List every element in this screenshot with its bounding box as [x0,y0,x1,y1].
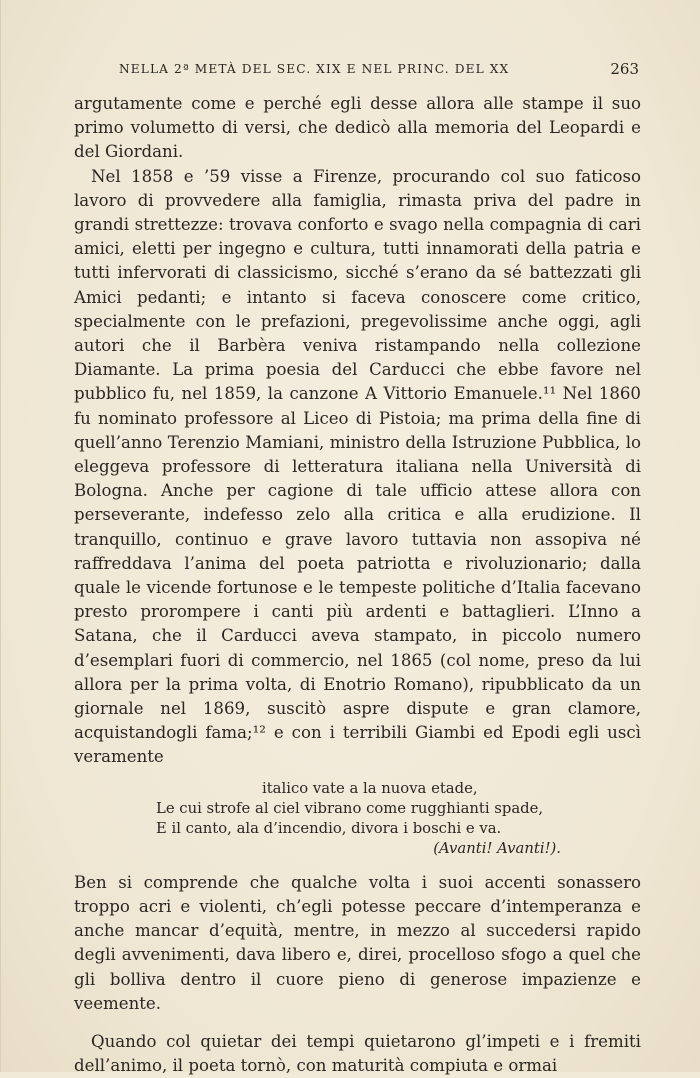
verse-quotation [74,779,641,859]
paragraph-intemperance: Ben si comprende che qualche volta i suoi accenti sonassero troppo acri e violenti, ch’egli potesse peccare d’intemperanza e anche mancar d’equità, mentre, in mezzo al succedersi rapido degli avvenimenti, dava libero e, direi, procelloso sfogo a quel che gli bolliva dentro il cuore pieno di generose impazienze e veemente. [74,872,641,1013]
paragraph-continuation: argutamente come e perché egli desse allora alle stampe il suo primo volumetto di versi, che dedicò alla memoria del Leopardi e del Giordani. [74,94,641,162]
verse-line-1: italico vate a la nuova etade, [262,779,478,797]
verse-line-3: E il canto, ala d’incendio, divora i boschi e va. [156,819,502,837]
running-header [119,62,639,82]
page-number: 263 [610,60,639,78]
paragraph-maturity: Quando col quietar dei tempi quietarono gl’impeti e i fremiti dell’animo, il poeta tornò, con maturità compiuta e ormai [74,1031,641,1076]
paragraph-florence: Nel 1858 e ’59 visse a Firenze, procurando col suo faticoso lavoro di provvedere alla famiglia, rimasta priva del padre in grandi strettezze: trovava conforto e svago nella compagnia di cari amici, eletti per ingegno e cultura, tutti innamorati della patria e tutti infervorati di classicismo, sicché s’erano da sé battezzati gli Amici pedanti; e intanto si faceva conoscere come critico, specialmente con le prefazioni, pregevolissime anche oggi, agli autori che il Barbèra veniva ristampando nella collezione Diamante. La prima poesia del Carducci che ebbe favore nel pubblico fu, nel 1859, la canzone A Vittorio Emanuele.¹¹ Nel 1860 fu nominato professore al Liceo di Pistoia; ma prima della fine di quell’anno Terenzio Mamiani, ministro della Istruzione Pubblica, lo eleggeva professore di letteratura italiana nella Università di Bologna. Anche per cagione di tale ufficio attese allora con perseverante, indefesso zelo alla critica e alla erudizione. Il tranquillo, continuo e grave lavoro tuttavia non assopiva né raffreddava l’anima del poeta patriotta e rivoluzionario; dalla quale le vicende fortunose e le tempeste politiche d’Italia facevano presto prorompere i canti più ardenti e battaglieri. L’Inno a Satana, che il Carducci aveva stampato, in piccolo numero d’esemplari fuori di commercio, nel 1865 (col nome, preso da lui allora per la prima volta, di Enotrio Romano), ripubblicato da un giornale nel 1869, suscitò aspre dispute e gran clamore, acquistandogli fama;¹² e con i terribili Giambi ed Epodi egli uscì veramente [74,166,641,767]
running-title: NELLA 2ª METÀ DEL SEC. XIX E NEL PRINC. DEL XX [119,62,510,76]
verse-line-2: Le cui strofe al ciel vibrano come rugghianti spade, [156,799,544,817]
page-body [74,92,641,1078]
verse-citation: (Avanti! Avanti!). [433,839,561,857]
